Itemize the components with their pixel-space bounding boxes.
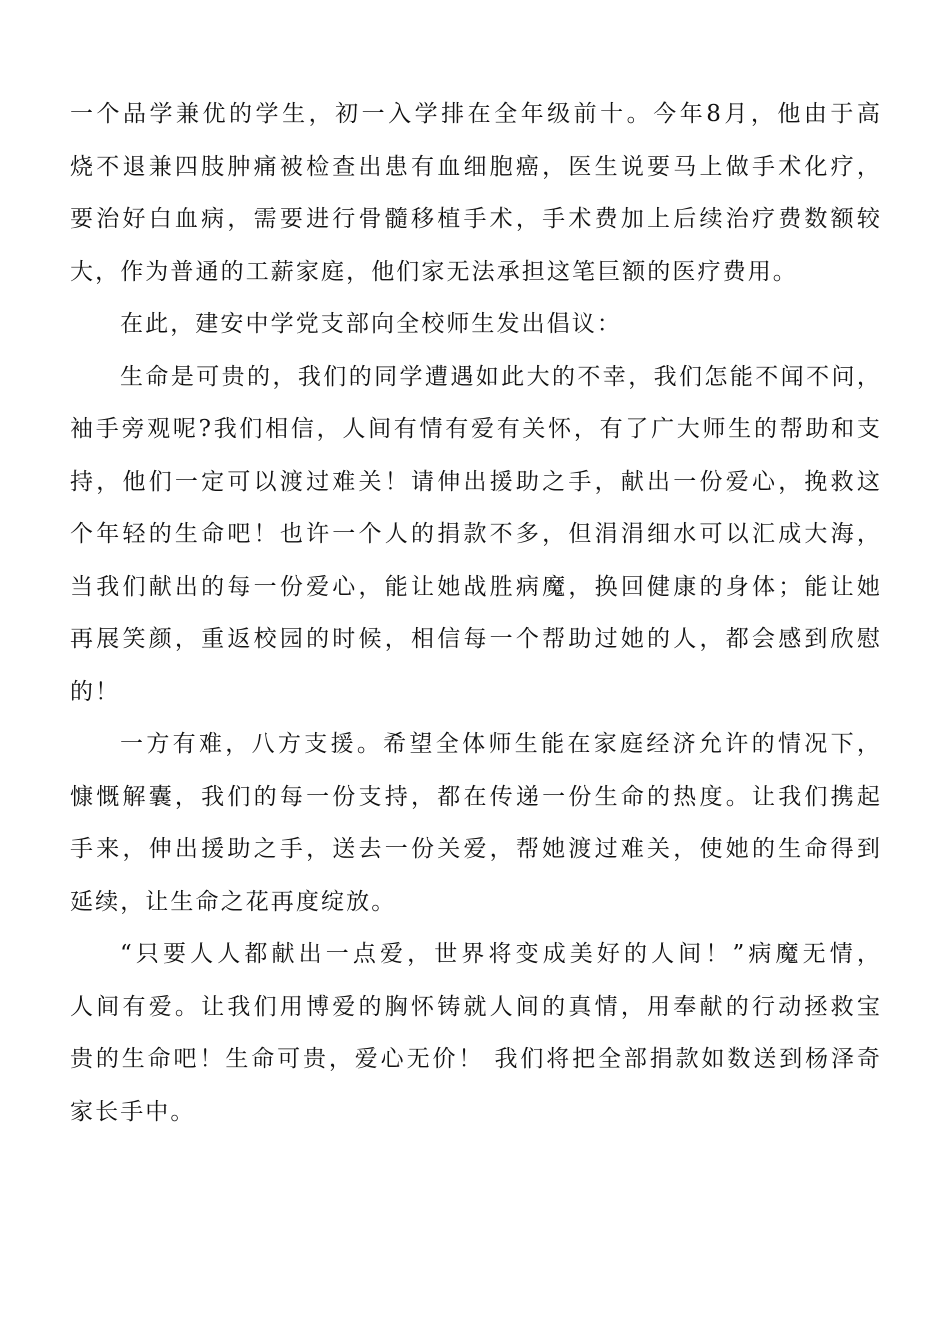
text-line: 一方有难，八方支援。希望全体师生能在家庭经济允许的情况下， [120,731,882,757]
text-line: 延续，让生命之花再度绽放。 [70,888,397,915]
text-line: 持，他们一定可以渡过难关！请伸出援助之手，献出一份爱心，挽救这 [70,468,882,495]
text-line: “只要人人都献出一点爱，世界将变成美好的人间！”病魔无情， [120,941,882,967]
text-line: 一个品学兼优的学生，初一入学排在全年级前十。今年8月，他由于高 [70,101,882,127]
document-body [70,88,882,1138]
text-line: 当我们献出的每一份爱心，能让她战胜病魔，换回健康的身体；能让她 [70,573,882,600]
text-line: 家长手中。 [70,1098,196,1125]
text-line: 袖手旁观呢?我们相信，人间有情有爱有关怀，有了广大师生的帮助和支 [70,416,882,442]
text-line: 个年轻的生命吧！也许一个人的捐款不多，但涓涓细水可以汇成大海， [70,521,882,547]
text-line: 在此，建安中学党支部向全校师生发出倡议： [120,311,622,337]
text-line: 手来，伸出援助之手，送去一份关爱，帮她渡过难关，使她的生命得到 [70,836,882,862]
text-line: 烧不退兼四肢肿痛被检查出患有血细胞癌，医生说要马上做手术化疗， [70,153,882,180]
text-line: 要治好白血病，需要进行骨髓移植手术，手术费加上后续治疗费数额较 [70,206,882,232]
text-line: 再展笑颜，重返校园的时候，相信每一个帮助过她的人，都会感到欣慰 [70,626,882,652]
text-line: 慷慨解囊，我们的每一份支持，都在传递一份生命的热度。让我们携起 [70,783,882,810]
text-line: 大，作为普通的工薪家庭，他们家无法承担这笔巨额的医疗费用。 [70,258,798,285]
text-line: 人间有爱。让我们用博爱的胸怀铸就人间的真情，用奉献的行动拯救宝 [70,993,882,1020]
text-line: 生命是可贵的，我们的同学遭遇如此大的不幸，我们怎能不闻不问， [120,363,882,390]
text-line: 贵的生命吧！生命可贵，爱心无价！ 我们将把全部捐款如数送到杨泽奇 [70,1046,882,1072]
text-line: 的！ [70,678,121,705]
